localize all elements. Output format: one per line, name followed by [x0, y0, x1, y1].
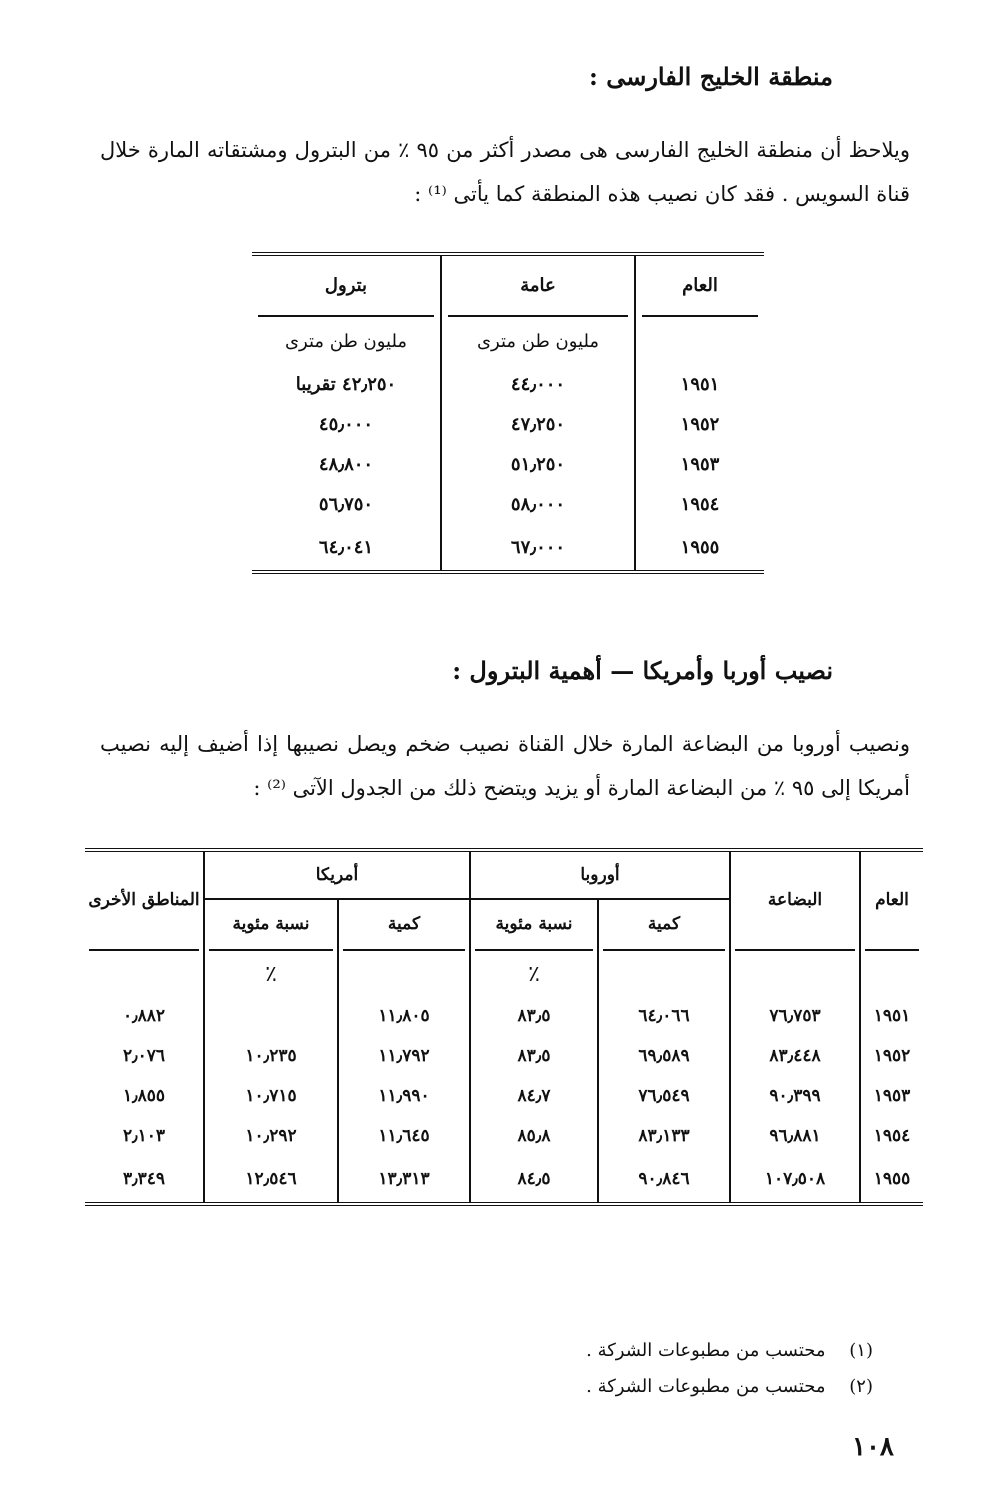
cell-year: ١٩٥٥ [860, 1156, 923, 1204]
cell-year: ١٩٥٥ [635, 524, 764, 572]
cell-year: ١٩٥٢ [860, 1036, 923, 1076]
cell-other-regions: ١٫٨٥٥ [122, 1086, 166, 1106]
cell-year: ١٩٥١ [860, 996, 923, 1036]
cell-petroleum: ٦٤٫٠٤١ [318, 536, 374, 558]
table-europe-america-share [85, 848, 923, 1206]
cell-europe-percent: ٨٣٫٥ [470, 996, 598, 1036]
header-america: أمريكا [204, 850, 470, 899]
cell-goods: ١٠٧٫٥٠٨ [730, 1156, 860, 1204]
cell-goods: ٨٣٫٤٤٨ [730, 1036, 860, 1076]
cell-america-percent: ١٠٫٢٩٢ [204, 1116, 338, 1156]
footnote-1 [513, 1340, 873, 1361]
header-goods: البضاعة [730, 850, 860, 948]
cell-europe-percent: ٨٤٫٧ [470, 1076, 598, 1116]
cell-goods: ٧٦٫٧٥٣ [730, 996, 860, 1036]
percent-sign-europe: ٪ [470, 952, 598, 996]
table-persian-gulf-share [252, 252, 764, 574]
table-row [85, 996, 923, 1036]
header-europe: أوروبا [470, 850, 730, 899]
cell-petroleum: ٤٢٫٢٥٠ تقريبا [295, 373, 397, 395]
footnote-text: محتسب من مطبوعات الشركة . [586, 1376, 826, 1397]
cell-america-quantity: ١١٫٧٩٢ [338, 1036, 470, 1076]
section-heading-persian-gulf: منطقة الخليج الفارسى : [588, 62, 833, 91]
cell-petroleum: ٤٨٫٨٠٠ [318, 453, 374, 475]
cell-america-percent: ١٠٫٢٣٥ [204, 1036, 338, 1076]
cell-year: ١٩٥١ [635, 364, 764, 404]
cell-year: ١٩٥٤ [860, 1116, 923, 1156]
cell-year: ١٩٥٣ [635, 444, 764, 484]
header-year: العام [860, 850, 923, 948]
cell-goods: ٩٠٫٣٩٩ [730, 1076, 860, 1116]
cell-europe-percent: ٨٣٫٥ [470, 1036, 598, 1076]
cell-other-regions: ٢٫١٠٣ [122, 1126, 166, 1146]
cell-year: ١٩٥٤ [635, 484, 764, 524]
cell-other-regions: ٢٫٠٧٦ [122, 1046, 166, 1066]
unit-petroleum: مليون طن مترى [284, 330, 408, 352]
cell-america-percent [204, 996, 338, 1036]
footnote-marker: (١) [849, 1340, 873, 1361]
cell-europe-percent: ٨٤٫٥ [470, 1156, 598, 1204]
footnote-marker: (٢) [849, 1376, 873, 1397]
table-row [252, 484, 764, 524]
table-row [252, 444, 764, 484]
cell-other-regions: ٠٫٨٨٢ [122, 1006, 166, 1026]
cell-europe-percent: ٨٥٫٨ [470, 1116, 598, 1156]
cell-europe-quantity: ٩٠٫٨٤٦ [598, 1156, 730, 1204]
cell-general: ٤٤٫٠٠٠ [441, 364, 635, 404]
cell-year: ١٩٥٣ [860, 1076, 923, 1116]
cell-europe-quantity: ٧٦٫٥٤٩ [598, 1076, 730, 1116]
cell-general: ٥١٫٢٥٠ [441, 444, 635, 484]
cell-america-percent: ١٠٫٧١٥ [204, 1076, 338, 1116]
cell-america-quantity: ١١٫٨٠٥ [338, 996, 470, 1036]
header-petroleum: بترول [324, 274, 368, 296]
cell-other-regions: ٣٫٣٤٩ [122, 1169, 166, 1189]
cell-europe-quantity: ٨٣٫١٣٣ [598, 1116, 730, 1156]
cell-petroleum: ٤٥٫٠٠٠ [318, 413, 374, 435]
cell-america-quantity: ١١٫٩٩٠ [338, 1076, 470, 1116]
cell-america-quantity: ١١٫٦٤٥ [338, 1116, 470, 1156]
page-number: ١٠٨ [852, 1432, 894, 1462]
table-row [85, 1036, 923, 1076]
header-general: عامة [441, 254, 635, 314]
header-europe-quantity: كمية [598, 899, 730, 948]
header-america-percent: نسبة مئوية [204, 899, 338, 948]
header-america-quantity: كمية [338, 899, 470, 948]
paragraph-europe-america: ونصيب أوروبا من البضاعة المارة خلال القناة نصيب ضخم ويصل نصيبها إذا أضيف إليه نصيب أمريكا إلى ٩٥ ٪ من البضاعة المارة أو يزيد ويتضح ذلك من الجدول الآتى ⁽²⁾ : [100, 732, 910, 800]
cell-europe-quantity: ٦٩٫٥٨٩ [598, 1036, 730, 1076]
table-row [85, 1076, 923, 1116]
cell-year: ١٩٥٢ [635, 404, 764, 444]
footnote-2 [513, 1376, 873, 1397]
cell-general: ٥٨٫٠٠٠ [441, 484, 635, 524]
table-row [252, 524, 764, 572]
cell-america-quantity: ١٣٫٣١٣ [338, 1156, 470, 1204]
cell-petroleum: ٥٦٫٧٥٠ [318, 493, 374, 515]
table-row [85, 1156, 923, 1204]
paragraph-persian-gulf: ويلاحظ أن منطقة الخليج الفارسى هى مصدر أكثر من ٩٥ ٪ من البترول ومشتقاته المارة خلال قناة السويس . فقد كان نصيب هذه المنطقة كما يأتى ⁽¹⁾ : [100, 138, 910, 206]
cell-goods: ٩٦٫٨٨١ [730, 1116, 860, 1156]
cell-general: ٤٧٫٢٥٠ [441, 404, 635, 444]
table-row [252, 404, 764, 444]
section-heading-europe-america: نصيب أوربا وأمريكا — أهمية البترول : [452, 656, 833, 685]
footnote-text: محتسب من مطبوعات الشركة . [586, 1340, 826, 1361]
cell-america-percent: ١٢٫٥٤٦ [204, 1156, 338, 1204]
header-other-regions: المناطق الأخرى [88, 890, 200, 910]
header-year: العام [635, 254, 764, 314]
cell-general: ٦٧٫٠٠٠ [441, 524, 635, 572]
header-europe-percent: نسبة مئوية [470, 899, 598, 948]
unit-general: مليون طن مترى [441, 318, 635, 364]
table-row [252, 364, 764, 404]
table-row [85, 1116, 923, 1156]
cell-europe-quantity: ٦٤٫٠٦٦ [598, 996, 730, 1036]
percent-sign-america: ٪ [204, 952, 338, 996]
